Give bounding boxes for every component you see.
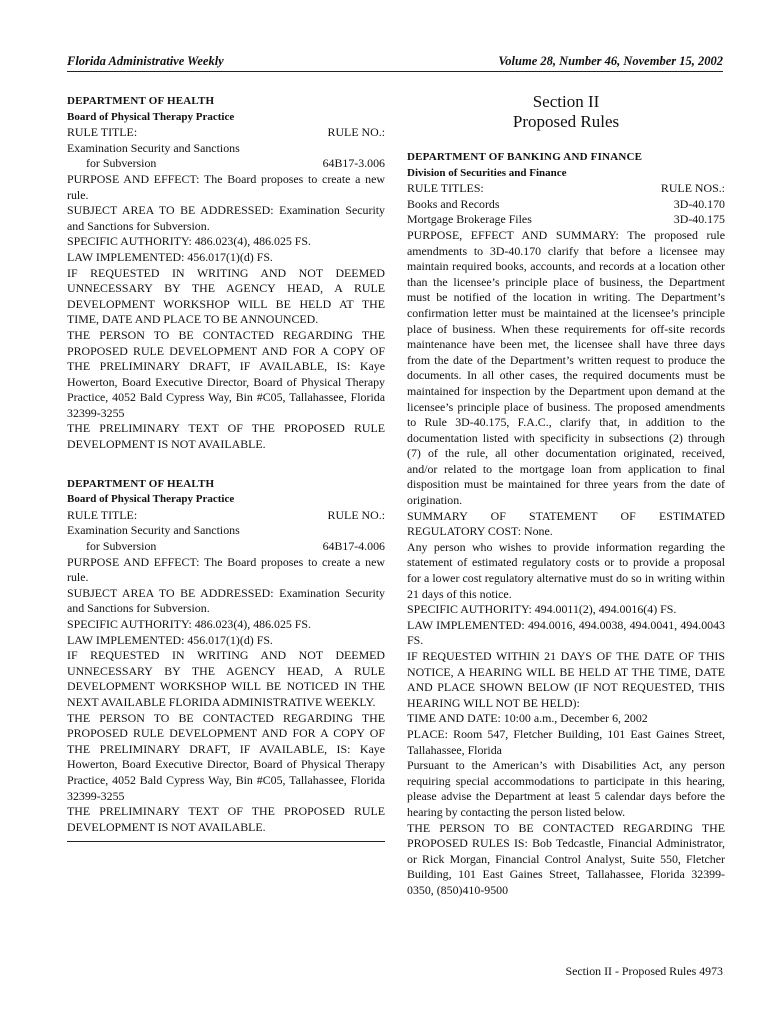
rule-number: 64B17-3.006 <box>322 156 385 171</box>
law-text: LAW IMPLEMENTED: 456.017(1)(d) FS. <box>67 249 273 264</box>
rule-no-label: RULE NO.: <box>327 125 385 140</box>
rule-title: Mortgage Brokerage Files <box>407 212 532 227</box>
page-footer: Section II - Proposed Rules 4973 <box>565 964 723 978</box>
subject-text: SUBJECT AREA TO BE ADDRESSED: Examination Security and Sanctions for Subversion. <box>67 585 385 616</box>
spacer <box>67 453 385 475</box>
rule-number: 3D-40.170 <box>673 196 725 211</box>
rule-number: 64B17-4.006 <box>322 539 385 554</box>
ada-text: Pursuant to the American’s with Disabilities Act, any person requiring special accommodations to participate in this hearing, please advise the Department at least 5 calendar days before the hearing by contacting the person listed below. <box>407 758 725 819</box>
contact-text: THE PERSON TO BE CONTACTED REGARDING THE PROPOSED RULE DEVELOPMENT AND FOR A COPY OF THE PRELIMINARY DRAFT, IF AVAILABLE, IS: Kaye Howerton, Board Executive Director, Board of Physical Therapy Practice, 4052 Bald Cypress Way, Bin #C05, Tallahassee, Florida 32399-3255 <box>67 327 385 420</box>
rule-title-label: RULE TITLE: <box>67 507 138 522</box>
section-heading <box>407 92 725 132</box>
purpose-text: PURPOSE, EFFECT AND SUMMARY: The proposed rule amendments to 3D-40.170 clarify that before a licensee may maintain required books, accounts, and records at a location other than the licensee’s principle place of business, the Department must be notified of the location in writing. The Department’s confirmation letter must be maintained at the licensee’s principle place of business. When these requirements for off-site records maintenance have been met, the licensee shall have three days from the date of the Department’s written request to produce the documents. In all other cases, the required documents must be maintained for inspection by the Department upon demand at the licensee’s principle place of business. The proposed amendments to Rule 3D-40.175, F.A.C., clarify that, in addition to the documentation listed with specificity in subsections (2) through (7) of the rule, all other documentation originated, received, and/or related to the mortgage loan from application to final disposition must be maintained for three years from the date of origination. <box>407 227 725 508</box>
rule-title-label: RULE TITLE: <box>67 125 138 140</box>
rule-titles-row <box>407 181 725 197</box>
volume-info: Volume 28, Number 46, November 15, 2002 <box>498 54 723 68</box>
notice-block-2 <box>67 477 385 843</box>
section-subtitle: Proposed Rules <box>512 112 620 131</box>
rule-title: Examination Security and Sanctions <box>67 140 240 155</box>
preliminary-text: THE PRELIMINARY TEXT OF THE PROPOSED RULE DEVELOPMENT IS NOT AVAILABLE. <box>67 421 385 452</box>
rule-row <box>407 212 725 228</box>
board-heading: Board of Physical Therapy Practice <box>67 493 235 506</box>
rule-number: 3D-40.175 <box>673 212 725 227</box>
time-date-text: TIME AND DATE: 10:00 a.m., December 6, 2002 <box>407 711 648 726</box>
right-column <box>407 92 725 899</box>
authority-text: SPECIFIC AUTHORITY: 486.023(4), 486.025 FS. <box>67 617 312 631</box>
page-header <box>67 54 723 72</box>
authority-text: SPECIFIC AUTHORITY: 494.0011(2), 494.0016(4) FS. <box>407 602 677 617</box>
workshop-text: IF REQUESTED IN WRITING AND NOT DEEMED UNNECESSARY BY THE AGENCY HEAD, A RULE DEVELOPMENT WORKSHOP WILL BE NOTICED IN THE NEXT AVAILABLE FLORIDA ADMINISTRATIVE WEEKLY. <box>67 648 385 709</box>
department-heading: DEPARTMENT OF HEALTH <box>67 477 215 490</box>
rule-title-row-2 <box>67 156 385 172</box>
authority-text: SPECIFIC AUTHORITY: 486.023(4), 486.025 FS. <box>67 234 312 249</box>
notice-block-1 <box>67 94 385 453</box>
purpose-text: PURPOSE AND EFFECT: The Board proposes to create a new rule. <box>67 171 385 202</box>
publication-name: Florida Administrative Weekly <box>67 54 224 68</box>
rule-title-row-2 <box>67 539 385 555</box>
rule-title-row <box>67 125 385 141</box>
column-end-divider <box>67 841 385 842</box>
summary-cost-text: SUMMARY OF STATEMENT OF ESTIMATED REGULATORY COST: None. <box>407 508 725 539</box>
rule-nos-label: RULE NOS.: <box>660 181 725 196</box>
preliminary-text: THE PRELIMINARY TEXT OF THE PROPOSED RULE DEVELOPMENT IS NOT AVAILABLE. <box>67 804 385 834</box>
rule-row <box>407 197 725 213</box>
rule-title-row <box>67 508 385 524</box>
department-heading: DEPARTMENT OF HEALTH <box>67 95 215 107</box>
law-text: LAW IMPLEMENTED: 456.017(1)(d) FS. <box>67 632 273 647</box>
division-heading: Division of Securities and Finance <box>407 166 567 179</box>
section-title: Section II <box>532 92 600 111</box>
department-heading: DEPARTMENT OF BANKING AND FINANCE <box>407 151 643 163</box>
workshop-text: IF REQUESTED IN WRITING AND NOT DEEMED UNNECESSARY BY THE AGENCY HEAD, A RULE DEVELOPMENT WORKSHOP WILL BE HELD AT THE TIME, DATE AND PLACE TO BE ANNOUNCED. <box>67 265 385 327</box>
rule-title: Examination Security and Sanctions <box>67 523 240 538</box>
purpose-text: PURPOSE AND EFFECT: The Board proposes to create a new rule. <box>67 554 385 585</box>
rule-no-label: RULE NO.: <box>327 507 385 522</box>
rule-title: Books and Records <box>407 196 500 211</box>
place-text: PLACE: Room 547, Fletcher Building, 101 East Gaines Street, Tallahassee, Florida <box>407 726 725 757</box>
left-column <box>67 92 385 842</box>
rule-titles-label: RULE TITLES: <box>407 181 484 196</box>
contact-text: THE PERSON TO BE CONTACTED REGARDING THE PROPOSED RULE DEVELOPMENT AND FOR A COPY OF THE PRELIMINARY DRAFT, IF AVAILABLE, IS: Kaye Howerton, Board Executive Director, Board of Physical Therapy Practice, 4052 Bald Cypress Way, Bin #C05, Tallahassee, Florida 32399-3255 <box>67 710 385 803</box>
law-text: LAW IMPLEMENTED: 494.0016, 494.0038, 494.0041, 494.0043 FS. <box>407 617 725 648</box>
subject-text: SUBJECT AREA TO BE ADDRESSED: Examination Security and Sanctions for Subversion. <box>67 203 385 233</box>
hearing-text: IF REQUESTED WITHIN 21 DAYS OF THE DATE OF THIS NOTICE, A HEARING WILL BE HELD AT THE TIME, DATE AND PLACE SHOWN BELOW (IF NOT REQUESTED, THIS HEARING WILL NOT BE HELD): <box>407 649 725 710</box>
board-heading: Board of Physical Therapy Practice <box>67 110 235 123</box>
rule-title-cont: for Subversion <box>86 539 157 554</box>
rule-title-cont: for Subversion <box>86 156 157 171</box>
any-person-text: Any person who wishes to provide information regarding the statement of estimated regulatory costs or to provide a proposal for a lower cost regulatory alternative must do so in writing within 21 days of this notice. <box>407 539 725 601</box>
contact-text: THE PERSON TO BE CONTACTED REGARDING THE PROPOSED RULES IS: Bob Tedcastle, Financial Administrator, or Rick Morgan, Financial Control Analyst, Suite 550, Fletcher Building, 101 East Gaines Street, Tallahassee, Florida 32399-0350, (850)410-9500 <box>407 820 725 897</box>
